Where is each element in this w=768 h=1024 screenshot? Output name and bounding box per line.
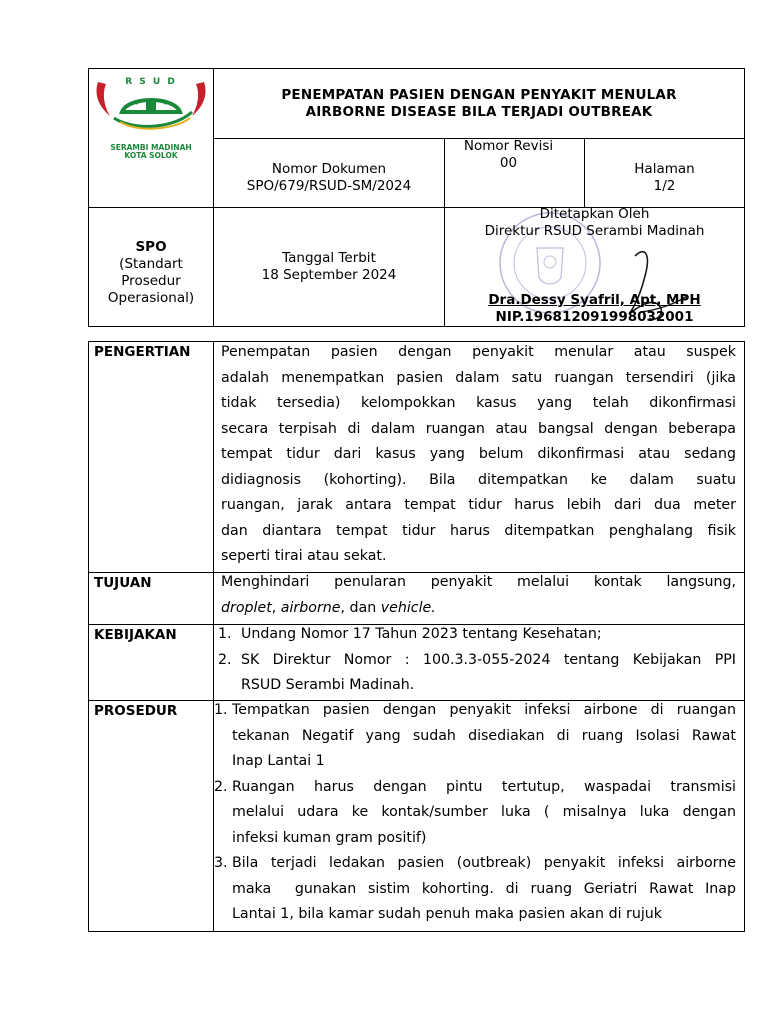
ditetapkan-cell (445, 208, 744, 326)
ditetapkan-line-1: Ditetapkan Oleh (539, 208, 650, 222)
pengertian-line: seperti tirai atau sekat. (221, 548, 387, 564)
list-text (241, 648, 736, 699)
logo-name-line1: SERAMBI MADINAH (110, 143, 192, 152)
title-line-2: AIRBORNE DISEASE BILA TERJADI OUTBREAK (305, 103, 653, 120)
spo-label: SPO (135, 239, 167, 255)
list-number: 1. (214, 702, 228, 718)
list-text (241, 622, 736, 648)
pengertian-line: ruangan, jarak antara tempat tidur harus lebih dari dua meter (221, 497, 736, 513)
list-text (232, 851, 736, 928)
title-line-1: PENEMPATAN PASIEN DENGAN PENYAKIT MENULAR (281, 86, 677, 103)
list-number: 2. (218, 651, 232, 668)
signer-nip: NIP.196812091998032001 (495, 309, 694, 325)
halaman-label: Halaman (634, 161, 695, 177)
logo-top-text: R S U D (125, 77, 177, 87)
spo-cell (89, 208, 213, 326)
nomor-dokumen-label: Nomor Dokumen (271, 161, 387, 177)
tujuan-airborne: airborne (280, 599, 341, 616)
pengertian-line: adalah menempatkan pasien dalam satu ruangan tersendiri (jika (221, 369, 736, 386)
nomor-dokumen-cell (214, 139, 444, 207)
list-item (214, 851, 736, 928)
pengertian-line: tempat tidur dari kasus yang belum dikonfirmasi atau sedang (221, 446, 736, 462)
spo-desc-3: Operasional) (107, 290, 195, 306)
document-title (214, 69, 744, 138)
logo-name-line2: KOTA SOLOK (124, 151, 178, 160)
list-number: 1. (218, 626, 232, 642)
tanggal-terbit-label: Tanggal Terbit (282, 250, 376, 266)
list-item (218, 648, 736, 699)
kebijakan-label: KEBIJAKAN (94, 627, 177, 643)
signer-name: Dra.Dessy Syafril, Apt, MPH (488, 292, 701, 308)
pengertian-text (221, 340, 736, 570)
list-item (214, 775, 736, 852)
pengertian-line: Penempatan pasien dengan penyakit menular atau suspek (221, 344, 736, 360)
kebijakan-list (218, 622, 736, 699)
list-text (232, 775, 736, 852)
halaman-value: 1/2 (653, 178, 676, 194)
tanggal-terbit-value: 18 September 2024 (261, 267, 397, 283)
halaman-cell (585, 139, 744, 207)
list-number: 3. (214, 855, 228, 871)
list-item (214, 698, 736, 775)
prosedur-label: PROSEDUR (94, 703, 178, 719)
list-line: Inap Lantai 1 (232, 753, 325, 769)
list-line: Ruangan harus dengan pintu tertutup, waspadai transmisi (232, 778, 736, 795)
nomor-revisi-value: 00 (499, 155, 518, 171)
pengertian-label: PENGERTIAN (94, 344, 191, 360)
pengertian-line: secara terpisah di dalam ruangan atau bangsal dengan beberapa (221, 420, 736, 437)
list-number: 2. (214, 778, 228, 795)
pengertian-line: didiagnosis (kohorting). Bila ditempatkan ke dalam suatu (221, 471, 736, 488)
list-text (232, 698, 736, 775)
tujuan-sep-2: , dan (340, 599, 381, 616)
list-line: tekanan Negatif yang sudah disediakan di ruang Isolasi Rawat (232, 727, 736, 744)
nomor-revisi-cell (445, 138, 584, 207)
tujuan-droplet: droplet (221, 599, 272, 616)
list-line: maka gunakan sistim kohorting. di ruang Geriatri Rawat Inap (232, 880, 736, 897)
spo-desc-2: Prosedur (121, 273, 181, 289)
tujuan-line-1: Menghindari penularan penyakit melalui kontak langsung, (221, 574, 736, 590)
prosedur-list (214, 698, 736, 928)
pengertian-line: dan diantara tempat tidur harus ditempatkan penghalang fisik (221, 522, 736, 539)
spo-desc-1: (Standart (119, 256, 183, 272)
nomor-dokumen-value: SPO/679/RSUD-SM/2024 (246, 178, 412, 194)
tujuan-vehicle: vehicle. (380, 599, 436, 616)
list-line: Bila terjadi ledakan pasien (outbreak) penyakit infeksi airborne (232, 855, 736, 871)
list-line: Tempatkan pasien dengan penyakit infeksi airbone di ruangan (232, 702, 736, 718)
tanggal-terbit-cell (214, 208, 444, 326)
list-line: Lantai 1, bila kamar sudah penuh maka pasien akan di rujuk (232, 906, 662, 922)
tujuan-label: TUJUAN (94, 575, 152, 591)
list-line: RSUD Serambi Madinah. (241, 677, 415, 693)
ditetapkan-line-2: Direktur RSUD Serambi Madinah (484, 223, 705, 239)
pengertian-line: tidak tersedia) kelompokkan kasus yang telah dikonfirmasi (221, 395, 736, 411)
list-line: SK Direktur Nomor : 100.3.3-055-2024 tentang Kebijakan PPI (241, 651, 736, 668)
hospital-logo (92, 72, 210, 136)
tujuan-sep-1: , (271, 599, 281, 616)
tujuan-line-2 (221, 596, 736, 622)
nomor-revisi-label: Nomor Revisi (463, 138, 554, 154)
tujuan-text (221, 570, 736, 621)
list-line: melalui udara ke kontak/sumber luka ( misalnya luka dengan (232, 804, 736, 820)
list-line: Undang Nomor 17 Tahun 2023 tentang Kesehatan; (241, 626, 602, 642)
list-line: infeksi kuman gram positif) (232, 829, 427, 846)
list-item (218, 622, 736, 648)
